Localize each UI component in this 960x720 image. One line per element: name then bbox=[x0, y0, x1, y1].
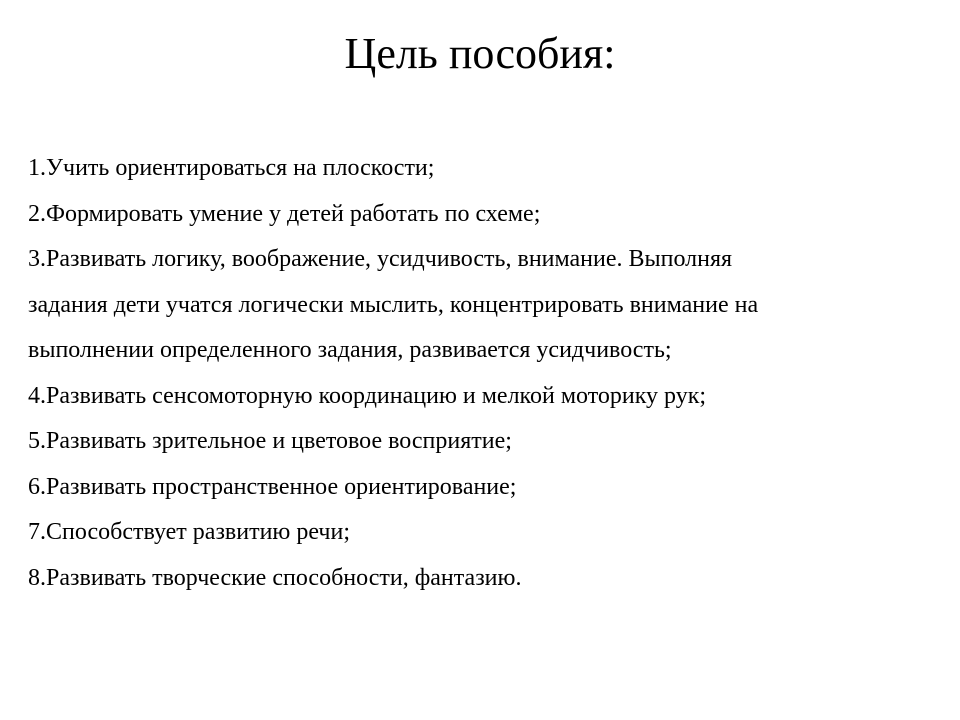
goal-line-2: 2.Формировать умение у детей работать по схеме; bbox=[28, 200, 541, 227]
goal-line-1: 1.Учить ориентироваться на плоскости; bbox=[28, 155, 435, 181]
slide-body bbox=[28, 146, 933, 601]
goal-line-3: 3.Развивать логику, воображение, усидчивость, внимание. Выполняя bbox=[28, 246, 733, 272]
goal-line-5: 5.Развивать зрительное и цветовое восприятие; bbox=[28, 428, 512, 454]
goal-line-7: 7.Способствует развитию речи; bbox=[28, 519, 350, 545]
goal-line-4: 4.Развивать сенсомоторную координацию и мелкой моторику рук; bbox=[28, 382, 707, 409]
goal-line-6: 6.Развивать пространственное ориентирование; bbox=[28, 473, 517, 500]
goal-line-3-cont-1: задания дети учатся логически мыслить, концентрировать внимание на bbox=[28, 291, 759, 318]
goal-line-8: 8.Развивать творческие способности, фантазию. bbox=[28, 564, 522, 591]
slide-title: Цель пособия: bbox=[344, 29, 616, 78]
goal-line-3-cont-2: выполнении определенного задания, развивается усидчивость; bbox=[28, 337, 672, 363]
